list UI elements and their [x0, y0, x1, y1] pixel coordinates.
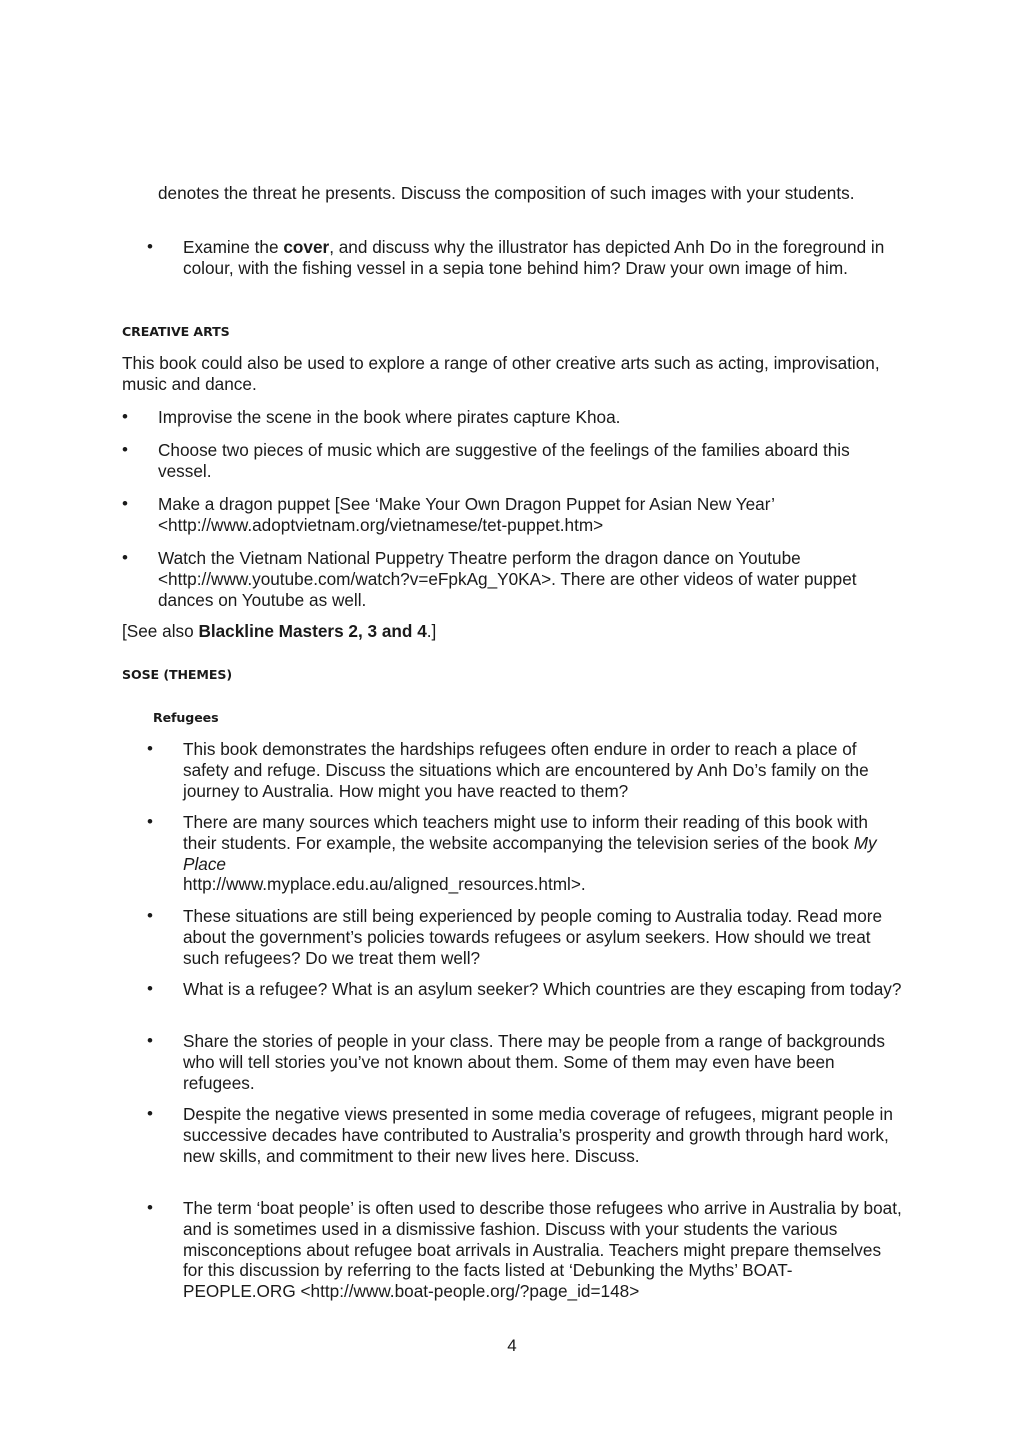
- see-also-line: [See also Blackline Masters 2, 3 and 4.]: [122, 621, 437, 641]
- page-number: 4: [507, 1336, 517, 1355]
- list-item-text: These situations are still being experienced by people coming to Australia today. Read more about the government’s policies towards refugees or asylum seekers. How should we treat such refugees? Do we treat them well?: [183, 906, 883, 968]
- bullet-icon: •: [147, 812, 153, 831]
- list-item-text: Choose two pieces of music which are suggestive of the feelings of the families aboard this vessel.: [158, 440, 850, 481]
- bullet-icon: •: [147, 739, 153, 758]
- section-heading-sose: SOSE (THEMES): [122, 667, 232, 682]
- list-item-text: Despite the negative views presented in some media coverage of refugees, migrant people in successive decades have contributed to Australia’s prosperity and growth through hard work, new skills, and commitment to their new lives here. Discuss.: [183, 1104, 893, 1166]
- bullet-icon: •: [122, 440, 128, 459]
- bullet-icon: •: [122, 494, 128, 513]
- list-item-text: The term ‘boat people’ is often used to describe those refugees who arrive in Australia by boat, and is sometimes used in a dismissive fashion. Discuss with your students the various misconceptions about refugee boat arrivals in Australia. Teachers might prepare themselves for this discussion by referring to the facts listed at ‘Debunking the Myths’ BOAT-PEOPLE.ORG <http://www.boat-people.org/?page_id=148>: [183, 1198, 902, 1302]
- bullet-icon: •: [147, 979, 153, 998]
- bullet-icon: •: [147, 1198, 153, 1217]
- subheading-refugees: Refugees: [153, 710, 219, 725]
- bullet-icon: •: [122, 407, 128, 426]
- bullet-icon: •: [147, 237, 153, 256]
- list-item-text: What is a refugee? What is an asylum seeker? Which countries are they escaping from today?: [183, 979, 902, 999]
- list-item-text: This book demonstrates the hardships refugees often endure in order to reach a place of safety and refuge. Discuss the situations which are encountered by Anh Do’s family on the journey to Australia. How might you have reacted to them?: [183, 739, 869, 801]
- list-item-text: Make a dragon puppet [See ‘Make Your Own Dragon Puppet for Asian New Year’ <http://www.adoptvietnam.org/vietnamese/tet-puppet.htm>: [158, 494, 775, 535]
- list-item-text: There are many sources which teachers might use to inform their reading of this book with their students. For example, the website accompanying the television series of the book My Place http://www.myplace.edu.au/aligned_resources.html>.: [183, 812, 877, 895]
- bullet-icon: •: [147, 906, 153, 925]
- bullet-icon: •: [147, 1031, 153, 1050]
- list-item-text: Improvise the scene in the book where pirates capture Khoa.: [158, 407, 621, 427]
- continuation-paragraph: denotes the threat he presents. Discuss the composition of such images with your students.: [158, 183, 855, 203]
- list-item-text: Share the stories of people in your class. There may be people from a range of backgrounds who will tell stories you’ve not known about them. Some of them may even have been refugees.: [183, 1031, 885, 1093]
- section-heading-creative-arts: CREATIVE ARTS: [122, 324, 230, 339]
- list-item-text: Examine the cover, and discuss why the illustrator has depicted Anh Do in the foreground in colour, with the fishing vessel in a sepia tone behind him? Draw your own image of him.: [183, 237, 885, 278]
- bullet-icon: •: [122, 548, 128, 567]
- list-item-text: Watch the Vietnam National Puppetry Theatre perform the dragon dance on Youtube <http://www.youtube.com/watch?v=eFpkAg_Y0KA>. There are other videos of water puppet dances on Youtube as well.: [158, 548, 857, 610]
- bullet-icon: •: [147, 1104, 153, 1123]
- creative-arts-intro: This book could also be used to explore a range of other creative arts such as acting, improvisation, music and dance.: [122, 353, 880, 394]
